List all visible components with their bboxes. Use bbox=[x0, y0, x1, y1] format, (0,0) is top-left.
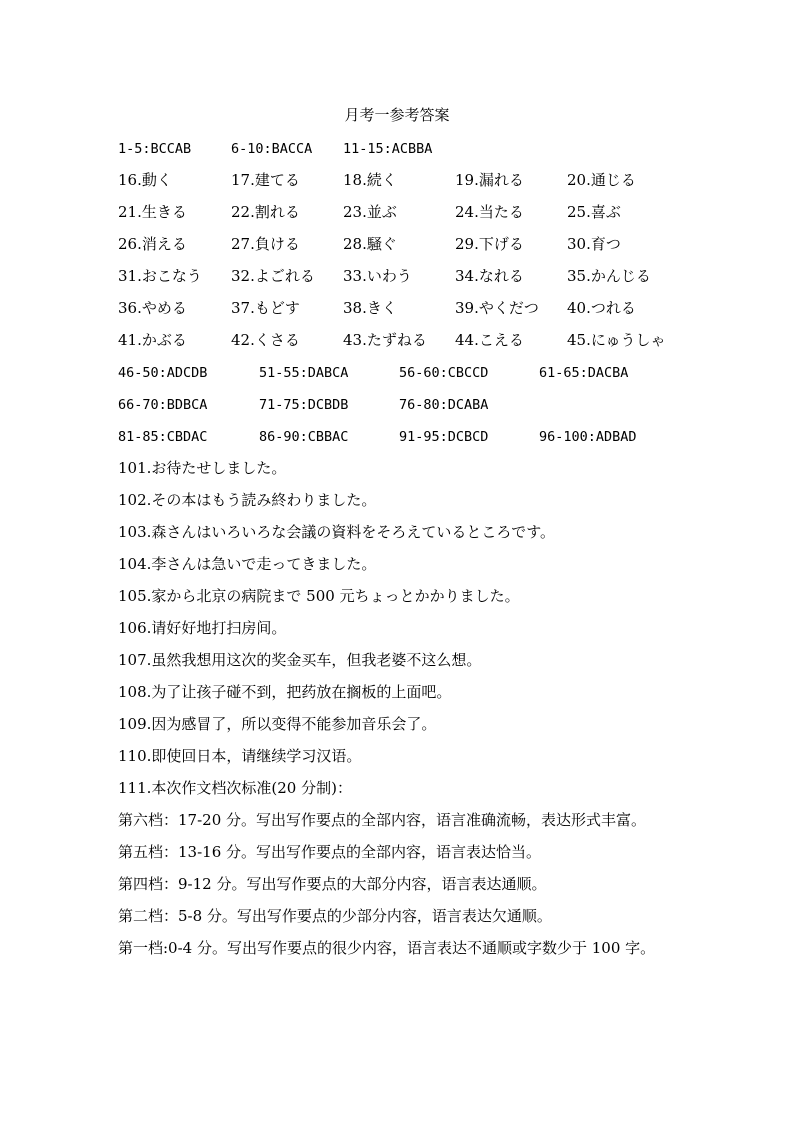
answer-line: 109.因为感冒了，所以变得不能参加音乐会了。 bbox=[118, 715, 437, 733]
grading-line: 第六档：17-20 分。写出写作要点的全部内容，语言准确流畅，表达形式丰富。 bbox=[118, 811, 647, 829]
vocab-answer: 33.いわう bbox=[343, 267, 412, 285]
grading-line: 第四档：9-12 分。写出写作要点的大部分内容，语言表达通顺。 bbox=[118, 875, 547, 893]
vocab-answer: 44.こえる bbox=[455, 331, 524, 349]
vocab-answer: 17.建てる bbox=[231, 171, 300, 189]
vocab-answer: 43.たずねる bbox=[343, 331, 427, 349]
vocab-answer: 25.喜ぶ bbox=[567, 203, 621, 221]
vocab-answer: 34.なれる bbox=[455, 267, 524, 285]
answer-line: 105.家から北京の病院まで 500 元ちょっとかかりました。 bbox=[118, 587, 520, 605]
vocab-answer: 38.きく bbox=[343, 299, 397, 317]
answer-line: 103.森さんはいろいろな会議の資料をそろえているところです。 bbox=[118, 523, 556, 541]
vocab-answer: 24.当たる bbox=[455, 203, 524, 221]
vocab-answer: 45.にゅうしゃ bbox=[567, 331, 666, 349]
grading-line: 第二档：5-8 分。写出写作要点的少部分内容，语言表达欠通顺。 bbox=[118, 907, 552, 925]
vocab-answer: 35.かんじる bbox=[567, 267, 651, 285]
mc-answer: 56-60:CBCCD bbox=[399, 365, 489, 381]
mc-answer: 91-95:DCBCD bbox=[399, 429, 489, 445]
mc-answer: 76-80:DCABA bbox=[399, 397, 489, 413]
mc-answer: 1-5:BCCAB bbox=[118, 141, 192, 157]
answer-line: 111.本次作文档次标准(20 分制)： bbox=[118, 779, 352, 797]
mc-answer: 86-90:CBBAC bbox=[259, 429, 349, 445]
mc-answer: 71-75:DCBDB bbox=[259, 397, 349, 413]
vocab-answer: 21.生きる bbox=[118, 203, 187, 221]
mc-answer: 6-10:BACCA bbox=[231, 141, 313, 157]
mc-answer: 61-65:DACBA bbox=[539, 365, 629, 381]
grading-line: 第五档：13-16 分。写出写作要点的全部内容，语言表达恰当。 bbox=[118, 843, 542, 861]
vocab-answer: 42.くさる bbox=[231, 331, 300, 349]
mc-answer: 51-55:DABCA bbox=[259, 365, 349, 381]
vocab-answer: 36.やめる bbox=[118, 299, 187, 317]
vocab-answer: 39.やくだつ bbox=[455, 299, 539, 317]
vocab-answer: 30.育つ bbox=[567, 235, 621, 253]
vocab-answer: 26.消える bbox=[118, 235, 187, 253]
vocab-answer: 20.通じる bbox=[567, 171, 636, 189]
mc-answer: 66-70:BDBCA bbox=[118, 397, 208, 413]
page-title: 月考一参考答案 bbox=[344, 106, 450, 124]
vocab-answer: 31.おこなう bbox=[118, 267, 202, 285]
answer-line: 102.その本はもう読み終わりました。 bbox=[118, 491, 377, 509]
vocab-answer: 23.並ぶ bbox=[343, 203, 397, 221]
answer-line: 106.请好好地打扫房间。 bbox=[118, 619, 287, 637]
answer-line: 108.为了让孩子碰不到，把药放在搁板的上面吧。 bbox=[118, 683, 452, 701]
vocab-answer: 29.下げる bbox=[455, 235, 524, 253]
mc-answer: 96-100:ADBAD bbox=[539, 429, 637, 445]
vocab-answer: 28.騒ぐ bbox=[343, 235, 397, 253]
mc-answer: 46-50:ADCDB bbox=[118, 365, 208, 381]
vocab-answer: 19.漏れる bbox=[455, 171, 524, 189]
vocab-answer: 32.よごれる bbox=[231, 267, 315, 285]
mc-answer: 11-15:ACBBA bbox=[343, 141, 433, 157]
vocab-answer: 22.割れる bbox=[231, 203, 300, 221]
vocab-answer: 16.動く bbox=[118, 171, 172, 189]
grading-line: 第一档:0-4 分。写出写作要点的很少内容，语言表达不通顺或字数少于 100 字。 bbox=[118, 939, 656, 957]
vocab-answer: 41.かぶる bbox=[118, 331, 187, 349]
answer-line: 107.虽然我想用这次的奖金买车，但我老婆不这么想。 bbox=[118, 651, 482, 669]
vocab-answer: 37.もどす bbox=[231, 299, 300, 317]
vocab-answer: 18.続く bbox=[343, 171, 397, 189]
vocab-answer: 27.負ける bbox=[231, 235, 300, 253]
vocab-answer: 40.つれる bbox=[567, 299, 636, 317]
answer-line: 110.即使回日本，请继续学习汉语。 bbox=[118, 747, 362, 765]
mc-answer: 81-85:CBDAC bbox=[118, 429, 208, 445]
answer-line: 101.お待たせしました。 bbox=[118, 459, 287, 477]
answer-line: 104.李さんは急いで走ってきました。 bbox=[118, 555, 377, 573]
